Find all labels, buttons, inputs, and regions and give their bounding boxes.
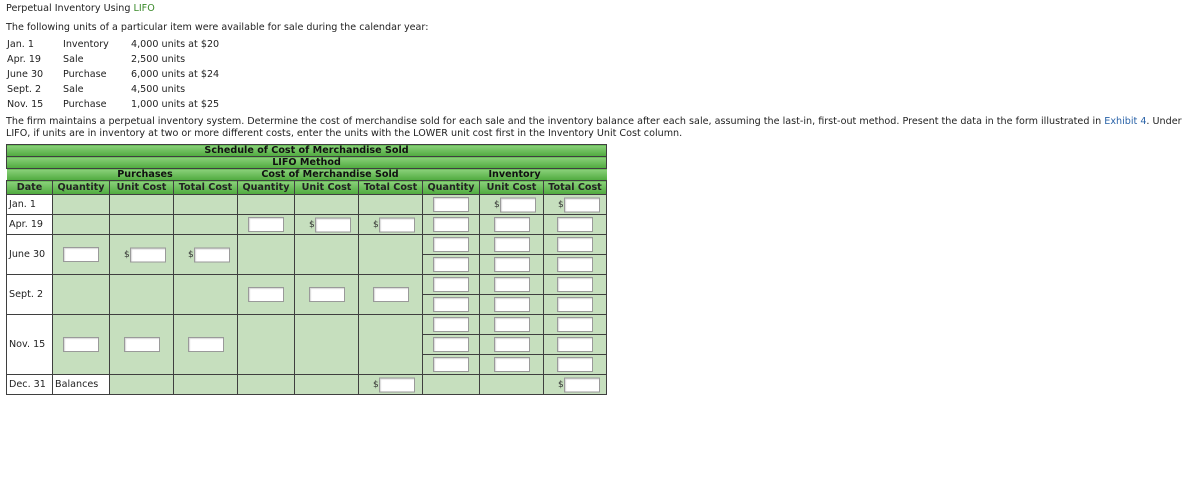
item-detail: 1,000 units at $25 xyxy=(131,99,220,110)
item-detail: 6,000 units at $24 xyxy=(131,69,220,80)
inv-total-cost-input[interactable] xyxy=(557,297,593,312)
schedule-title: Schedule of Cost of Merchandise Sold xyxy=(7,145,607,157)
purch-total-cost-input[interactable] xyxy=(194,247,230,262)
balances-label: Balances xyxy=(53,375,110,395)
purch-total-cost-input[interactable] xyxy=(188,337,224,352)
cogs-total-cost-input[interactable] xyxy=(373,287,409,302)
inv-qty-input[interactable] xyxy=(433,217,469,232)
item-detail: 2,500 units xyxy=(131,54,186,65)
inv-total-cost-input[interactable] xyxy=(557,257,593,272)
purch-qty-input[interactable] xyxy=(63,247,99,262)
page-title xyxy=(6,3,155,14)
inv-qty-input[interactable] xyxy=(433,237,469,252)
col-cogs-total: Total Cost xyxy=(359,181,423,195)
inv-total-cost-input[interactable] xyxy=(557,217,593,232)
inv-unit-cost-input[interactable] xyxy=(494,257,530,272)
inv-qty-input[interactable] xyxy=(433,197,469,212)
inv-unit-cost-input[interactable] xyxy=(494,357,530,372)
col-purch-unit: Unit Cost xyxy=(110,181,174,195)
item-type: Purchase xyxy=(63,69,107,80)
cogs-unit-cost-input[interactable] xyxy=(315,217,351,232)
inv-total-cost-input[interactable] xyxy=(557,317,593,332)
cogs-total-cost-input[interactable] xyxy=(379,217,415,232)
group-cogs: Cost of Merchandise Sold xyxy=(238,169,423,181)
inv-total-cost-input[interactable] xyxy=(557,277,593,292)
dollar-sign: $ xyxy=(124,249,130,260)
row-date: Nov. 15 xyxy=(7,315,53,375)
purch-qty-input[interactable] xyxy=(63,337,99,352)
inv-unit-cost-input[interactable] xyxy=(500,197,536,212)
inv-total-cost-input[interactable] xyxy=(557,337,593,352)
col-date: Date xyxy=(7,181,53,195)
group-spacer xyxy=(7,169,53,181)
table-row xyxy=(7,375,607,395)
table-row xyxy=(7,315,607,335)
col-purch-total: Total Cost xyxy=(174,181,238,195)
lifo-link[interactable]: LIFO xyxy=(133,3,155,14)
item-type: Sale xyxy=(63,84,84,95)
dollar-sign: $ xyxy=(373,219,379,230)
dollar-sign: $ xyxy=(558,379,564,390)
intro-text: The following units of a particular item were available for sale during the calendar year: xyxy=(6,22,429,33)
inv-total-cost-input[interactable] xyxy=(564,197,600,212)
inv-qty-input[interactable] xyxy=(433,317,469,332)
inv-unit-cost-input[interactable] xyxy=(494,277,530,292)
instructions-text-before: The firm maintains a perpetual inventory system. Determine the cost of merchandise sold for each sale and the inventory balance after each sale, assuming the last-in, first-out method. Present the data in the form illustrated in xyxy=(6,116,1105,127)
cogs-balance-input[interactable] xyxy=(379,377,415,392)
item-date: June 30 xyxy=(7,69,44,80)
instructions-paragraph xyxy=(6,116,1200,140)
row-date: Dec. 31 xyxy=(7,375,53,395)
row-date: Apr. 19 xyxy=(7,215,53,235)
dollar-sign: $ xyxy=(309,219,315,230)
item-date: Sept. 2 xyxy=(7,84,42,95)
inv-qty-input[interactable] xyxy=(433,277,469,292)
item-detail: 4,500 units xyxy=(131,84,186,95)
item-type: Purchase xyxy=(63,99,107,110)
purch-unit-cost-input[interactable] xyxy=(130,247,166,262)
lifo-schedule-table xyxy=(6,144,607,395)
group-purchases: Purchases xyxy=(53,169,238,181)
exhibit-link[interactable]: Exhibit 4 xyxy=(1104,116,1147,127)
instructions-text-after: . Under LIFO, if units are in inventory at two or more different costs, enter the units with the LOWER unit cost first in the Inventory Unit Cost column. xyxy=(6,116,1182,139)
inv-unit-cost-input[interactable] xyxy=(494,237,530,252)
inv-total-cost-input[interactable] xyxy=(557,357,593,372)
col-purch-qty: Quantity xyxy=(53,181,110,195)
inv-qty-input[interactable] xyxy=(433,297,469,312)
table-row xyxy=(7,215,607,235)
purch-unit-cost-input[interactable] xyxy=(124,337,160,352)
col-inv-qty: Quantity xyxy=(423,181,480,195)
cogs-unit-cost-input[interactable] xyxy=(309,287,345,302)
item-type: Sale xyxy=(63,54,84,65)
row-date: Jan. 1 xyxy=(7,195,53,215)
inv-qty-input[interactable] xyxy=(433,337,469,352)
dollar-sign: $ xyxy=(558,199,564,210)
inv-unit-cost-input[interactable] xyxy=(494,297,530,312)
inv-qty-input[interactable] xyxy=(433,357,469,372)
inv-balance-input[interactable] xyxy=(564,377,600,392)
schedule-method: LIFO Method xyxy=(7,157,607,169)
title-prefix: Perpetual Inventory Using xyxy=(6,3,134,14)
inv-total-cost-input[interactable] xyxy=(557,237,593,252)
row-date: Sept. 2 xyxy=(7,275,53,315)
inv-unit-cost-input[interactable] xyxy=(494,317,530,332)
col-cogs-unit: Unit Cost xyxy=(295,181,359,195)
col-inv-total: Total Cost xyxy=(544,181,607,195)
table-row xyxy=(7,195,607,215)
table-row xyxy=(7,275,607,295)
dollar-sign: $ xyxy=(373,379,379,390)
item-date: Jan. 1 xyxy=(7,39,34,50)
item-type: Inventory xyxy=(63,39,109,50)
col-inv-unit: Unit Cost xyxy=(480,181,544,195)
col-cogs-qty: Quantity xyxy=(238,181,295,195)
inv-unit-cost-input[interactable] xyxy=(494,337,530,352)
cogs-qty-input[interactable] xyxy=(248,287,284,302)
group-inventory: Inventory xyxy=(423,169,607,181)
row-date: June 30 xyxy=(7,235,53,275)
item-detail: 4,000 units at $20 xyxy=(131,39,220,50)
dollar-sign: $ xyxy=(188,249,194,260)
dollar-sign: $ xyxy=(494,199,500,210)
item-date: Apr. 19 xyxy=(7,54,42,65)
table-row xyxy=(7,235,607,255)
item-date: Nov. 15 xyxy=(7,99,44,110)
inv-unit-cost-input[interactable] xyxy=(494,217,530,232)
cogs-qty-input[interactable] xyxy=(248,217,284,232)
inv-qty-input[interactable] xyxy=(433,257,469,272)
